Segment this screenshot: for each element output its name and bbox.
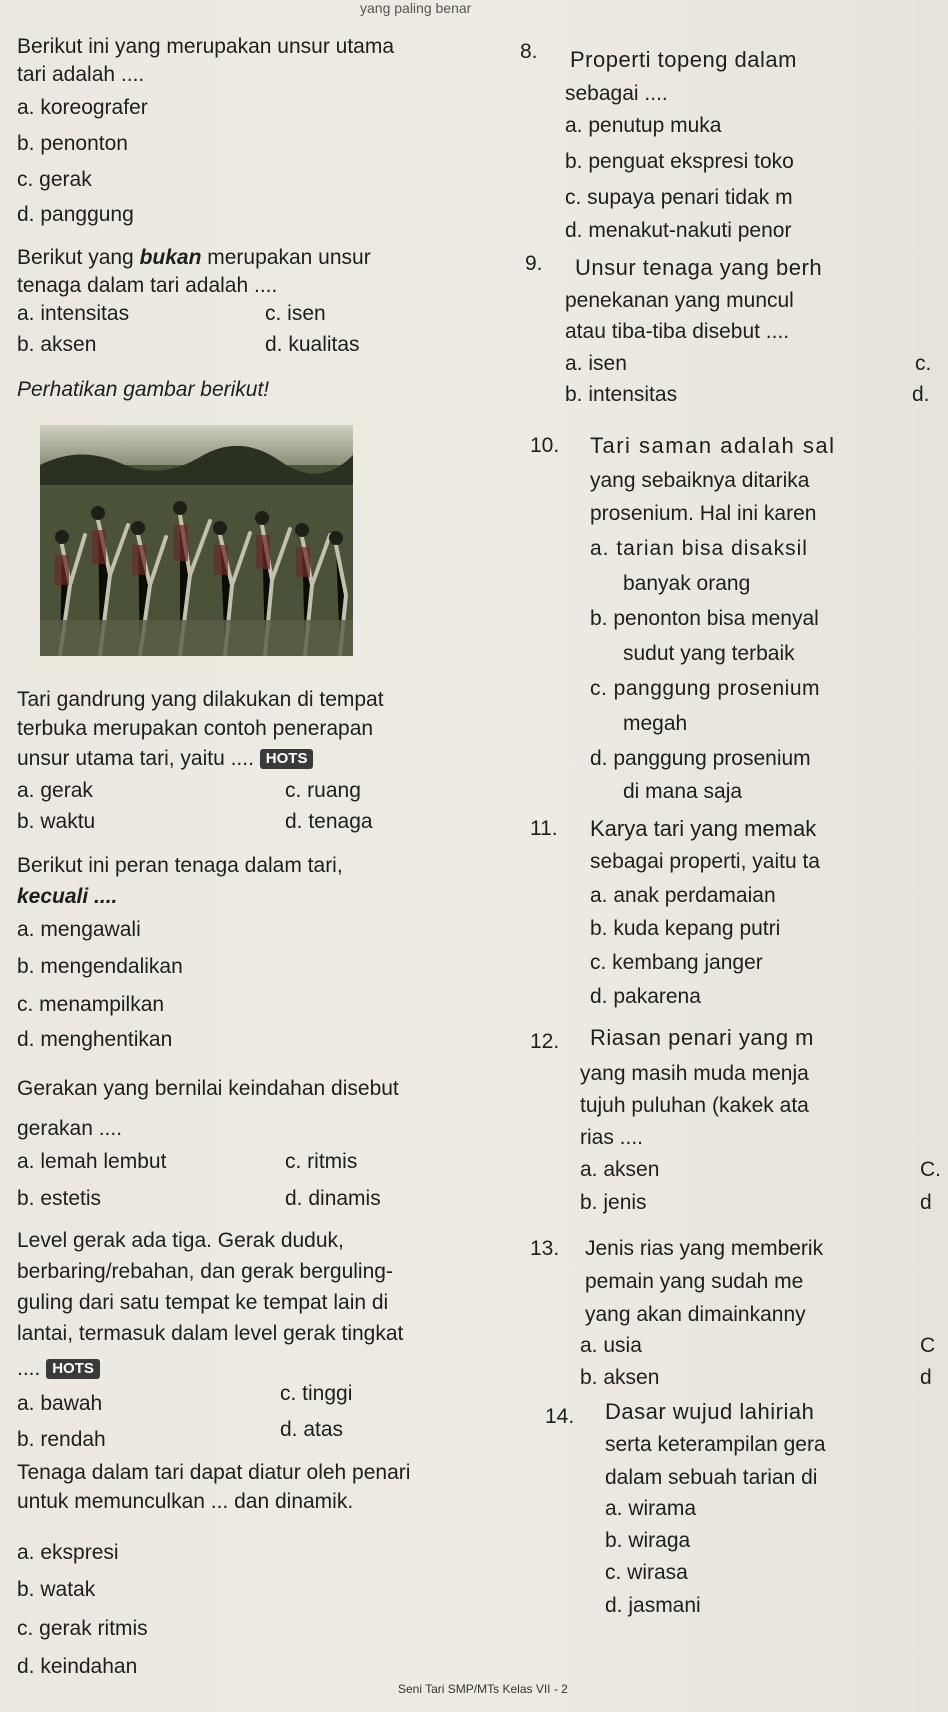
- q7-option-b[interactable]: b. watak: [17, 1578, 96, 1601]
- q13-option-b[interactable]: b. aksen: [580, 1366, 660, 1389]
- q13-stem-line3: yang akan dimainkanny: [585, 1303, 806, 1326]
- q10-stem-line1: Tari saman adalah sal: [590, 433, 836, 458]
- q6-option-c[interactable]: c. tinggi: [280, 1382, 353, 1405]
- q13-option-c[interactable]: C: [920, 1334, 936, 1357]
- q1-stem-line2: tari adalah ....: [17, 63, 145, 86]
- q8-number: 8.: [520, 40, 538, 63]
- q5-option-b[interactable]: b. estetis: [17, 1187, 102, 1210]
- q3-option-a[interactable]: a. gerak: [17, 779, 93, 802]
- q4-option-b[interactable]: b. mengendalikan: [17, 955, 183, 978]
- q4-option-c[interactable]: c. menampilkan: [17, 993, 165, 1016]
- q8-option-d[interactable]: d. menakut-nakuti penor: [565, 219, 792, 242]
- q11-option-d[interactable]: d. pakarena: [590, 985, 701, 1008]
- hots-badge: HOTS: [46, 1359, 100, 1379]
- q3-option-d[interactable]: d. tenaga: [285, 810, 373, 833]
- q13-number: 13.: [530, 1237, 560, 1260]
- q14-option-d[interactable]: d. jasmani: [605, 1594, 701, 1617]
- q4-stem-line2: kecuali ....: [17, 885, 118, 908]
- q9-number: 9.: [525, 252, 543, 275]
- q10-stem-line2: yang sebaiknya ditarika: [590, 469, 810, 492]
- q6-option-d[interactable]: d. atas: [280, 1418, 344, 1441]
- q7-option-a[interactable]: a. ekspresi: [17, 1541, 119, 1564]
- q6-option-b[interactable]: b. rendah: [17, 1428, 106, 1451]
- q12-option-d[interactable]: d: [920, 1191, 932, 1214]
- q13-option-a[interactable]: a. usia: [580, 1334, 642, 1357]
- q11-stem-line2: sebagai properti, yaitu ta: [590, 850, 820, 873]
- q9-stem-line1: Unsur tenaga yang berh: [575, 255, 823, 280]
- q11-number: 11.: [530, 817, 558, 840]
- q14-option-b[interactable]: b. wiraga: [605, 1529, 691, 1552]
- q4-stem-line1: Berikut ini peran tenaga dalam tari,: [17, 854, 343, 877]
- page-footer: Seni Tari SMP/MTs Kelas VII - 2: [398, 1682, 568, 1696]
- q2-option-a[interactable]: a. intensitas: [17, 302, 130, 325]
- q10-option-a-cont[interactable]: banyak orang: [623, 572, 751, 595]
- q2-stem-line1: Berikut yang bukan merupakan unsur: [17, 246, 371, 269]
- q12-option-c[interactable]: C.: [920, 1158, 941, 1181]
- q6-stem-line3: guling dari satu tempat ke tempat lain di: [17, 1291, 389, 1314]
- q5-option-c[interactable]: c. ritmis: [285, 1150, 358, 1173]
- q8-option-b[interactable]: b. penguat ekspresi toko: [565, 150, 794, 173]
- q10-option-c-cont[interactable]: megah: [623, 712, 688, 735]
- q3-stem-line2: terbuka merupakan contoh penerapan: [17, 717, 374, 740]
- q7-stem-line1: Tenaga dalam tari dapat diatur oleh penari: [17, 1461, 411, 1484]
- q6-stem-line4: lantai, termasuk dalam level gerak tingkat: [17, 1322, 404, 1345]
- q9-stem-line3: atau tiba-tiba disebut ....: [565, 320, 790, 343]
- q2-option-d[interactable]: d. kualitas: [265, 333, 360, 356]
- q11-option-c[interactable]: c. kembang janger: [590, 951, 763, 974]
- q1-option-b[interactable]: b. penonton: [17, 132, 128, 155]
- q9-option-a[interactable]: a. isen: [565, 352, 627, 375]
- q12-option-b[interactable]: b. jenis: [580, 1191, 647, 1214]
- q9-stem-line2: penekanan yang muncul: [565, 289, 794, 312]
- q3-option-b[interactable]: b. waktu: [17, 810, 96, 833]
- q10-option-b-cont[interactable]: sudut yang terbaik: [623, 642, 795, 665]
- q10-option-d-cont[interactable]: di mana saja: [623, 780, 743, 803]
- q14-option-c[interactable]: c. wirasa: [605, 1561, 688, 1584]
- q1-option-d[interactable]: d. panggung: [17, 203, 134, 226]
- q8-option-c[interactable]: c. supaya penari tidak m: [565, 186, 793, 209]
- q1-stem-line1: Berikut ini yang merupakan unsur utama: [17, 35, 395, 58]
- q5-option-a[interactable]: a. lemah lembut: [17, 1150, 167, 1173]
- q1-option-a[interactable]: a. koreografer: [17, 96, 148, 119]
- q14-number: 14.: [545, 1405, 575, 1428]
- dancers-photo-icon: [40, 425, 353, 656]
- q12-stem-line2: yang masih muda menja: [580, 1062, 809, 1085]
- q11-option-a[interactable]: a. anak perdamaian: [590, 884, 776, 907]
- q3-stem-line1: Tari gandrung yang dilakukan di tempat: [17, 688, 384, 711]
- q12-stem-line1: Riasan penari yang m: [590, 1025, 815, 1050]
- q12-option-a[interactable]: a. aksen: [580, 1158, 660, 1181]
- q13-stem-line1: Jenis rias yang memberik: [585, 1237, 824, 1260]
- dancers-photo: [40, 425, 353, 656]
- q10-option-a[interactable]: a. tarian bisa disaksil: [590, 537, 808, 560]
- q13-stem-line2: pemain yang sudah me: [585, 1270, 804, 1293]
- q6-stem-line2: berbaring/rebahan, dan gerak berguling-: [17, 1260, 393, 1283]
- q14-stem-line3: dalam sebuah tarian di: [605, 1466, 818, 1489]
- q9-option-d[interactable]: d.: [912, 383, 930, 406]
- q10-stem-line3: prosenium. Hal ini karen: [590, 502, 817, 525]
- q4-option-a[interactable]: a. mengawali: [17, 918, 141, 941]
- q7-option-c[interactable]: c. gerak ritmis: [17, 1617, 148, 1640]
- q11-option-b[interactable]: b. kuda kepang putri: [590, 917, 781, 940]
- q5-stem-line1: Gerakan yang bernilai keindahan disebut: [17, 1077, 399, 1100]
- figure-prompt: Perhatikan gambar berikut!: [17, 378, 270, 401]
- hots-badge: HOTS: [260, 749, 314, 769]
- q6-stem-line5: .... HOTS: [17, 1357, 100, 1381]
- q11-stem-line1: Karya tari yang memak: [590, 816, 817, 841]
- header-fragment: yang paling benar: [360, 0, 472, 16]
- q7-option-d[interactable]: d. keindahan: [17, 1655, 138, 1678]
- q12-stem-line3: tujuh puluhan (kakek ata: [580, 1094, 809, 1117]
- q3-stem-line3: unsur utama tari, yaitu .... HOTS: [17, 747, 313, 771]
- q9-option-c[interactable]: c.: [915, 352, 932, 375]
- q10-option-d[interactable]: d. panggung prosenium: [590, 747, 811, 770]
- q6-option-a[interactable]: a. bawah: [17, 1392, 103, 1415]
- q3-option-c[interactable]: c. ruang: [285, 779, 361, 802]
- q8-stem-line2: sebagai ....: [565, 82, 668, 105]
- q14-option-a[interactable]: a. wirama: [605, 1497, 697, 1520]
- q14-stem-line1: Dasar wujud lahiriah: [605, 1399, 815, 1424]
- q10-option-b[interactable]: b. penonton bisa menyal: [590, 607, 819, 630]
- q10-option-c[interactable]: c. panggung prosenium: [590, 677, 820, 700]
- q2-option-c[interactable]: c. isen: [265, 302, 326, 325]
- q4-option-d[interactable]: d. menghentikan: [17, 1028, 173, 1051]
- q10-number: 10.: [530, 434, 560, 457]
- q2-stem-line2: tenaga dalam tari adalah ....: [17, 274, 278, 297]
- q13-option-d[interactable]: d: [920, 1366, 932, 1389]
- q9-option-b[interactable]: b. intensitas: [565, 383, 678, 406]
- q8-stem-line1: Properti topeng dalam: [570, 47, 797, 72]
- q12-number: 12.: [530, 1030, 560, 1053]
- q2-option-b[interactable]: b. aksen: [17, 333, 97, 356]
- q6-stem-line1: Level gerak ada tiga. Gerak duduk,: [17, 1229, 344, 1252]
- q12-stem-line4: rias ....: [580, 1126, 644, 1149]
- q1-option-c[interactable]: c. gerak: [17, 168, 92, 191]
- q14-stem-line2: serta keterampilan gera: [605, 1433, 826, 1456]
- q8-option-a[interactable]: a. penutup muka: [565, 114, 722, 137]
- q5-stem-line2: gerakan ....: [17, 1117, 123, 1140]
- q7-stem-line2: untuk memunculkan ... dan dinamik.: [17, 1490, 354, 1513]
- q5-option-d[interactable]: d. dinamis: [285, 1187, 381, 1210]
